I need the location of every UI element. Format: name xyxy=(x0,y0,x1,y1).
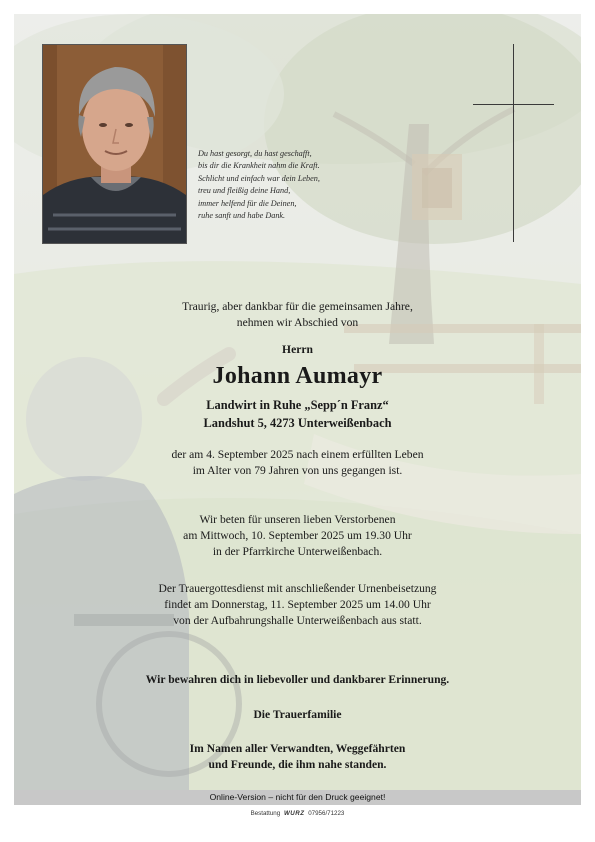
memorial-poem xyxy=(198,148,398,222)
family-signature: Die Trauerfamilie xyxy=(253,708,342,721)
death-line: der am 4. September 2025 nach einem erfüllten Leben xyxy=(171,448,424,461)
undertaker-footer xyxy=(14,809,581,819)
intro-line: Traurig, aber dankbar für die gemeinsamen Jahre, xyxy=(182,300,413,313)
closing-line: Im Namen aller Verwandten, Weggefährten xyxy=(189,742,406,755)
prayer-line: in der Pfarrkirche Unterweißenbach. xyxy=(212,545,383,558)
death-notice xyxy=(14,447,581,479)
poem-line: immer helfend für die Deinen, xyxy=(198,198,297,208)
service-notice xyxy=(14,581,581,629)
salutation: Herrn xyxy=(282,343,313,356)
memory-line: Wir bewahren dich in liebevoller und dankbarer Erinnerung. xyxy=(145,673,450,686)
death-line: im Alter von 79 Jahren von uns gegangen ist. xyxy=(192,464,403,477)
poem-line: Schlicht und einfach war dein Leben, xyxy=(198,173,320,183)
poem-line: bis dir die Krankheit nahm die Kraft. xyxy=(198,161,320,171)
service-line: Der Trauergottesdienst mit anschließender Urnenbeisetzung xyxy=(158,582,437,595)
undertaker-logo: WURZ xyxy=(283,810,305,817)
intro-line: nehmen wir Abschied von xyxy=(236,316,359,329)
footer-prefix: Bestattung xyxy=(250,810,281,817)
deceased-name: Johann Aumayr xyxy=(212,363,383,389)
closing-line: und Freunde, die ihm nahe standen. xyxy=(208,758,387,771)
address-line: Landshut 5, 4273 Unterweißenbach xyxy=(203,416,392,430)
portrait-photo xyxy=(42,44,187,244)
prayer-notice xyxy=(14,512,581,560)
poem-line: treu und fleißig deine Hand, xyxy=(198,186,291,196)
poem-line: Du hast gesorgt, du hast geschafft, xyxy=(198,149,312,158)
poem-line: ruhe sanft und habe Dank. xyxy=(198,211,286,221)
closing-text xyxy=(14,741,581,773)
service-line: von der Aufbahrungshalle Unterweißenbach aus statt. xyxy=(173,614,422,627)
service-line: findet am Donnerstag, 11. September 2025 um 14.00 Uhr xyxy=(164,598,431,611)
prayer-line: Wir beten für unseren lieben Verstorbenen xyxy=(199,513,396,526)
prayer-line: am Mittwoch, 10. September 2025 um 19.30 Uhr xyxy=(183,529,412,542)
intro-text xyxy=(14,299,581,331)
footer-phone: 07956/71223 xyxy=(308,810,345,817)
online-version-notice: Online-Version – nicht für den Druck geeignet! xyxy=(14,790,581,805)
title-line: Landwirt in Ruhe „Sepp´n Franz“ xyxy=(206,398,389,412)
